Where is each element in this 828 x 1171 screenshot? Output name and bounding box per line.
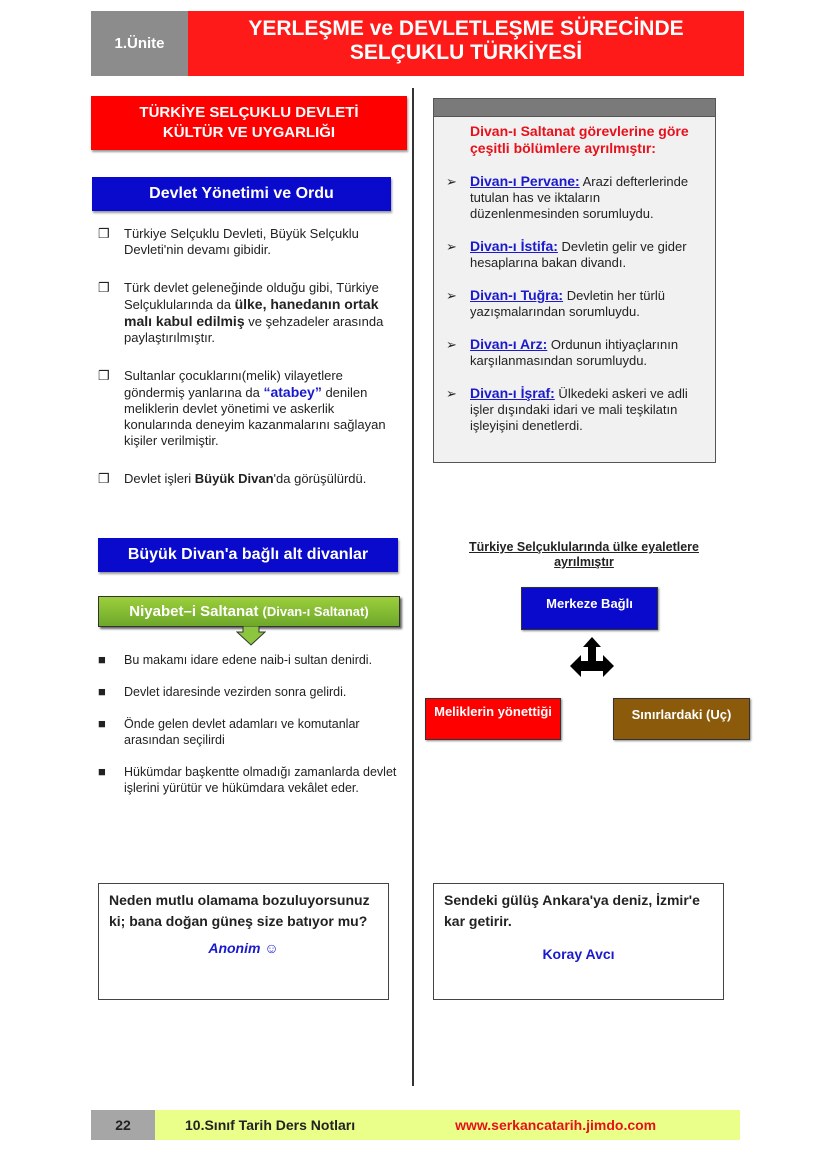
- list-item: ■ Devlet idaresinde vezirden sonra gelirdi.: [98, 684, 347, 699]
- list-item: ❒ Sultanlar çocuklarını(melik) vilayetlere göndermiş yanlarına da “atabey” denilen meliklerin devlet yönetimi ve askerlik konularında deneyim kazanmalarını sağlayan kişiler verilmiştir.: [98, 368, 386, 448]
- divan-saltanat-panel: [433, 98, 716, 463]
- subheading-alt-divanlar: Büyük Divan'a bağlı alt divanlar: [98, 538, 398, 572]
- box-merkeze-bagli: Merkeze Bağlı: [521, 587, 658, 630]
- quote-box-right: [433, 883, 724, 1000]
- quote-box-left: [98, 883, 389, 1000]
- three-way-arrow-icon: [569, 636, 615, 678]
- square-bullet-icon: ■: [98, 684, 106, 699]
- list-item: ❒ Devlet işleri Büyük Divan'da görüşülürdü.: [98, 471, 367, 486]
- subheading-devlet-yonetimi: Devlet Yönetimi ve Ordu: [92, 177, 391, 211]
- arrow-bullet-icon: ➢: [446, 288, 457, 303]
- checkbox-bullet-icon: ❒: [98, 471, 110, 486]
- list-item: ➢ Divan-ı Tuğra: Devletin her türlü yazışmalarından sorumluydu.: [446, 287, 665, 319]
- title-line-1: YERLEŞME ve DEVLETLEŞME SÜRECİNDE: [248, 17, 684, 40]
- arrow-bullet-icon: ➢: [446, 386, 457, 401]
- column-divider: [412, 88, 414, 1086]
- list-item: ➢ Divan-ı İşraf: Ülkedeki askeri ve adli işler dışındaki idari ve mali teşkilatın işleyişini denetlerdi.: [446, 385, 688, 433]
- devlet-list: [92, 226, 402, 503]
- list-item: ➢ Divan-ı İstifa: Devletin gelir ve gider hesaplarına bakan divandı.: [446, 238, 687, 270]
- page-number: 22: [91, 1110, 155, 1140]
- arrow-bullet-icon: ➢: [446, 337, 457, 352]
- section-title-line-1: TÜRKİYE SELÇUKLU DEVLETİ: [139, 104, 359, 121]
- section-title: [91, 96, 407, 150]
- checkbox-bullet-icon: ❒: [98, 280, 110, 295]
- page-title: [188, 11, 744, 76]
- footer-title: 10.Sınıf Tarih Ders Notları: [185, 1117, 356, 1133]
- diagram-title: Türkiye Selçuklularında ülke eyaletlere ayrılmıştır: [469, 540, 699, 569]
- niyabet-heading: Niyabet–i Saltanat (Divan-ı Saltanat): [98, 596, 400, 627]
- box-sinirlardaki: Sınırlardaki (Uç): [613, 698, 750, 740]
- list-item: ■ Önde gelen devlet adamları ve komutanlar arasından seçilirdi: [98, 716, 360, 747]
- list-item: ■ Bu makamı idare edene naib-i sultan denirdi.: [98, 652, 373, 667]
- box-meliklerin: Meliklerin yönettiği: [425, 698, 561, 740]
- list-item: ➢ Divan-ı Arz: Ordunun ihtiyaçlarının karşılanmasından sorumluydu.: [446, 336, 679, 368]
- section-title-line-2: KÜLTÜR VE UYGARLIĞI: [162, 124, 336, 141]
- footer-url[interactable]: www.serkancatarih.jimdo.com: [455, 1117, 657, 1133]
- quote-author: Koray Avcı: [542, 946, 615, 962]
- quote-author: Anonim ☺: [208, 940, 279, 956]
- checkbox-bullet-icon: ❒: [98, 226, 110, 241]
- arrow-bullet-icon: ➢: [446, 239, 457, 254]
- list-item: ❒ Türk devlet geleneğinde olduğu gibi, Türkiye Selçuklularında da ülke, hanedanın ortak malı kabul edilmiş ve şehzadeler arasında paylaştırılmıştır.: [98, 280, 384, 345]
- square-bullet-icon: ■: [98, 716, 106, 731]
- panel-header-strip: [434, 99, 715, 117]
- unit-label: 1.Ünite: [91, 11, 188, 76]
- title-line-2: SELÇUKLU TÜRKİYESİ: [349, 41, 583, 64]
- list-item: ■ Hükümdar başkentte olmadığı zamanlarda devlet işlerini yürütür ve hükümdara vekâlet eder.: [98, 764, 397, 795]
- niyabet-list: [92, 652, 402, 812]
- list-item: ➢ Divan-ı Pervane: Arazi defterlerinde tutulan has ve iktaların düzenlenmesinden sorumluydu.: [446, 173, 689, 221]
- footer-bar: [155, 1110, 740, 1140]
- checkbox-bullet-icon: ❒: [98, 368, 110, 383]
- list-item: ❒ Türkiye Selçuklu Devleti, Büyük Selçuklu Devleti'nin devamı gibidir.: [98, 226, 359, 257]
- square-bullet-icon: ■: [98, 764, 106, 779]
- arrow-bullet-icon: ➢: [446, 174, 457, 189]
- quote-text: Sendeki gülüş Ankara'ya deniz, İzmir'e kar getirir.: [444, 892, 700, 929]
- down-arrow-icon: [236, 626, 266, 646]
- quote-text: Neden mutlu olamama bozuluyorsunuz ki; bana doğan güneş size batıyor mu?: [109, 892, 370, 929]
- panel-title: Divan-ı Saltanat görevlerine göre çeşitli bölümlere ayrılmıştır:: [470, 123, 689, 156]
- square-bullet-icon: ■: [98, 652, 106, 667]
